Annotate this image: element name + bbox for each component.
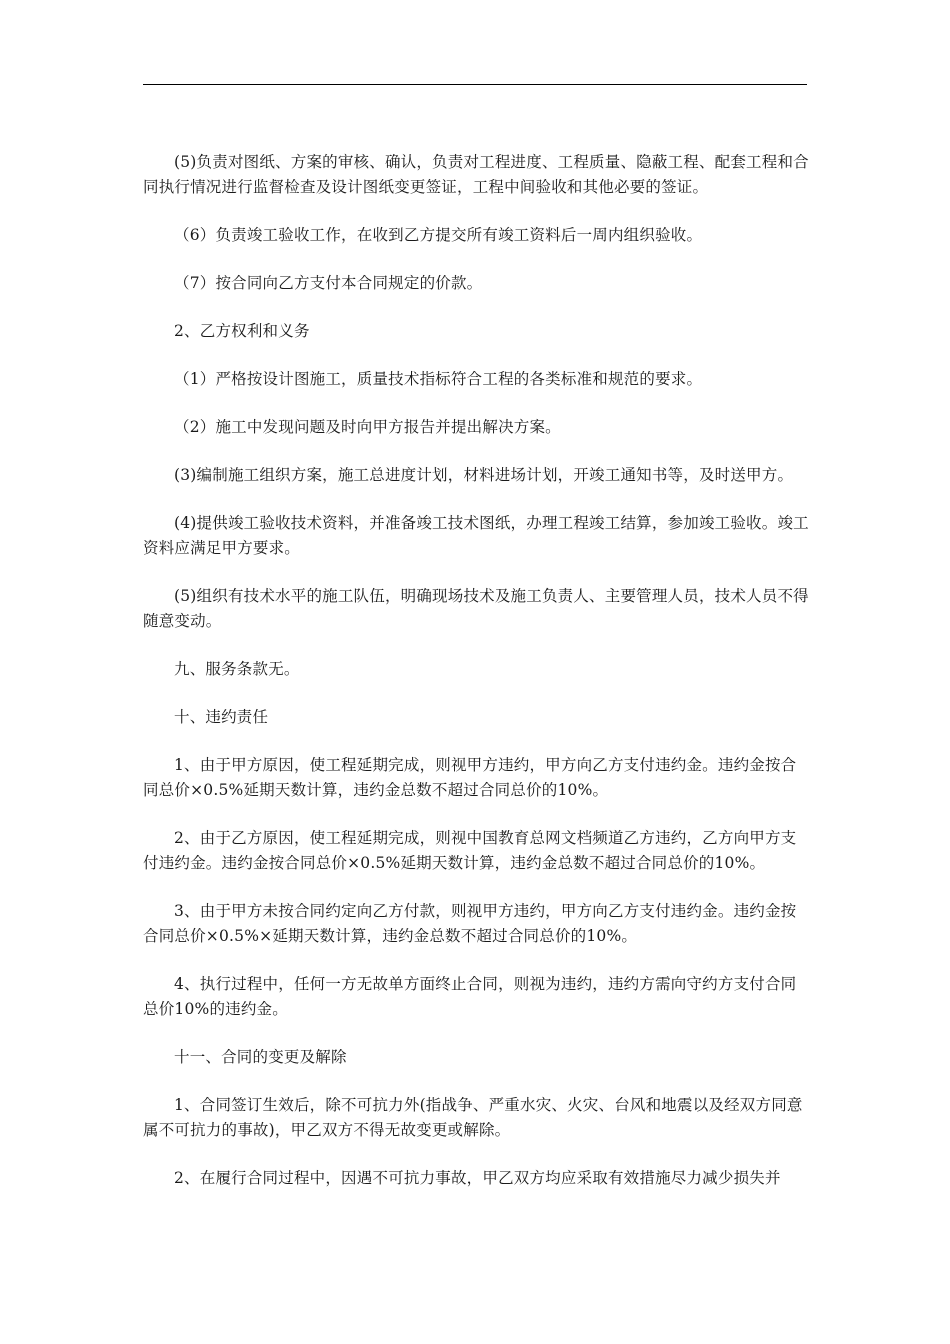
paragraph: (4)提供竣工验收技术资料，并准备竣工技术图纸，办理工程竣工结算，参加竣工验收。竣工资料应满足甲方要求。 <box>143 514 809 557</box>
paragraph: 1、由于甲方原因，使工程延期完成，则视甲方违约，甲方向乙方支付违约金。违约金按合同总价×0.5%延期天数计算，违约金总数不超过合同总价的10%。 <box>143 756 797 799</box>
paragraph: （1）严格按设计图施工，质量技术指标符合工程的各类标准和规范的要求。 <box>174 370 703 388</box>
paragraph: 2、在履行合同过程中，因遇不可抗力事故，甲乙双方均应采取有效措施尽力减少损失并 <box>174 1169 781 1187</box>
paragraph: （7）按合同向乙方支付本合同规定的价款。 <box>174 274 483 292</box>
header-rule <box>143 84 807 85</box>
paragraph: 2、由于乙方原因，使工程延期完成，则视中国教育总网文档频道乙方违约，乙方向甲方支付违约金。违约金按合同总价×0.5%延期天数计算，违约金总数不超过合同总价的10%。 <box>143 829 797 872</box>
paragraph: 4、执行过程中，任何一方无故单方面终止合同，则视为违约，违约方需向守约方支付合同总价10%的违约金。 <box>143 975 797 1018</box>
section-heading: 九、服务条款无。 <box>174 660 300 678</box>
section-heading: 十一、合同的变更及解除 <box>174 1048 347 1066</box>
section-heading: 十、违约责任 <box>174 708 269 726</box>
paragraph: （6）负责竣工验收工作，在收到乙方提交所有竣工资料后一周内组织验收。 <box>174 226 703 244</box>
paragraph: 3、由于甲方未按合同约定向乙方付款，则视甲方违约，甲方向乙方支付违约金。违约金按合同总价×0.5%×延期天数计算，违约金总数不超过合同总价的10%。 <box>143 902 797 945</box>
paragraph: （2）施工中发现问题及时向甲方报告并提出解决方案。 <box>174 418 561 436</box>
paragraph: (5)组织有技术水平的施工队伍，明确现场技术及施工负责人、主要管理人员，技术人员不得随意变动。 <box>143 587 809 630</box>
paragraph: (5)负责对图纸、方案的审核、确认，负责对工程进度、工程质量、隐蔽工程、配套工程和合同执行情况进行监督检查及设计图纸变更签证，工程中间验收和其他必要的签证。 <box>143 153 809 196</box>
document-body <box>143 150 811 1214</box>
section-heading: 2、乙方权利和义务 <box>174 322 310 340</box>
paragraph: 1、合同签订生效后，除不可抗力外(指战争、严重水灾、火灾、台风和地震以及经双方同意属不可抗力的事故)，甲乙双方不得无故变更或解除。 <box>143 1096 803 1139</box>
paragraph: (3)编制施工组织方案，施工总进度计划，材料进场计划，开竣工通知书等，及时送甲方。 <box>174 466 794 484</box>
